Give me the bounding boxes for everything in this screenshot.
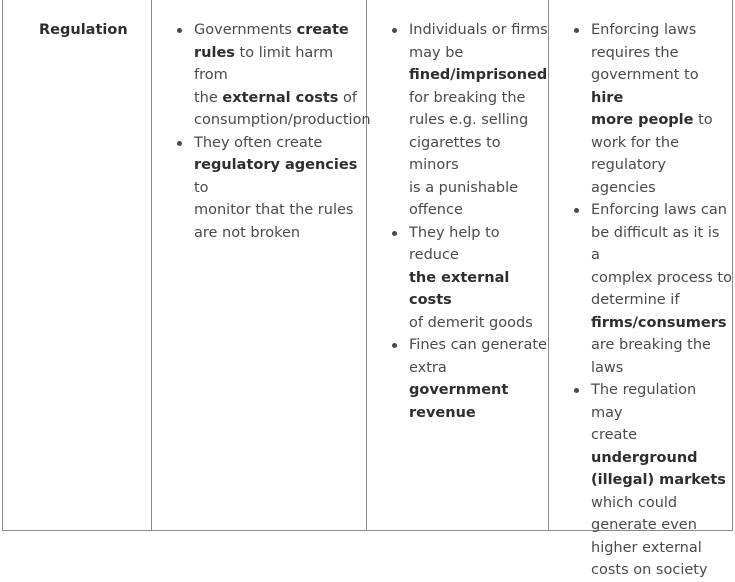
cell-government-action [152, 0, 371, 530]
list-item: Governments create rules to limit harm from the external costs of consumption/production [194, 19, 371, 132]
list-item: They often create regulatory agencies to monitor that the rules are not broken [194, 132, 371, 245]
list-item: The regulation may create underground (illegal) markets which could generate even higher external costs on society [591, 379, 732, 582]
list-item: They help to reduce the external costs of demerit goods [409, 222, 548, 335]
bullet-list [194, 19, 371, 244]
row-label-cell [3, 0, 151, 530]
list-item: Individuals or firms may be fined/imprisoned for breaking the rules e.g. selling cigarettes to minors is a punishable offence [409, 19, 548, 222]
row-label: Regulation [39, 22, 128, 38]
list-item: Enforcing laws requires the government to hire more people to work for the regulatory agencies [591, 19, 732, 199]
bullet-list [591, 19, 732, 582]
regulation-table [2, 0, 733, 578]
cell-disadvantages [549, 0, 732, 578]
cell-advantages [367, 0, 548, 530]
list-item: Fines can generate extra government revenue [409, 334, 548, 424]
list-item: Enforcing laws can be difficult as it is a complex process to determine if firms/consumers are breaking the laws [591, 199, 732, 379]
bullet-list [409, 19, 548, 424]
